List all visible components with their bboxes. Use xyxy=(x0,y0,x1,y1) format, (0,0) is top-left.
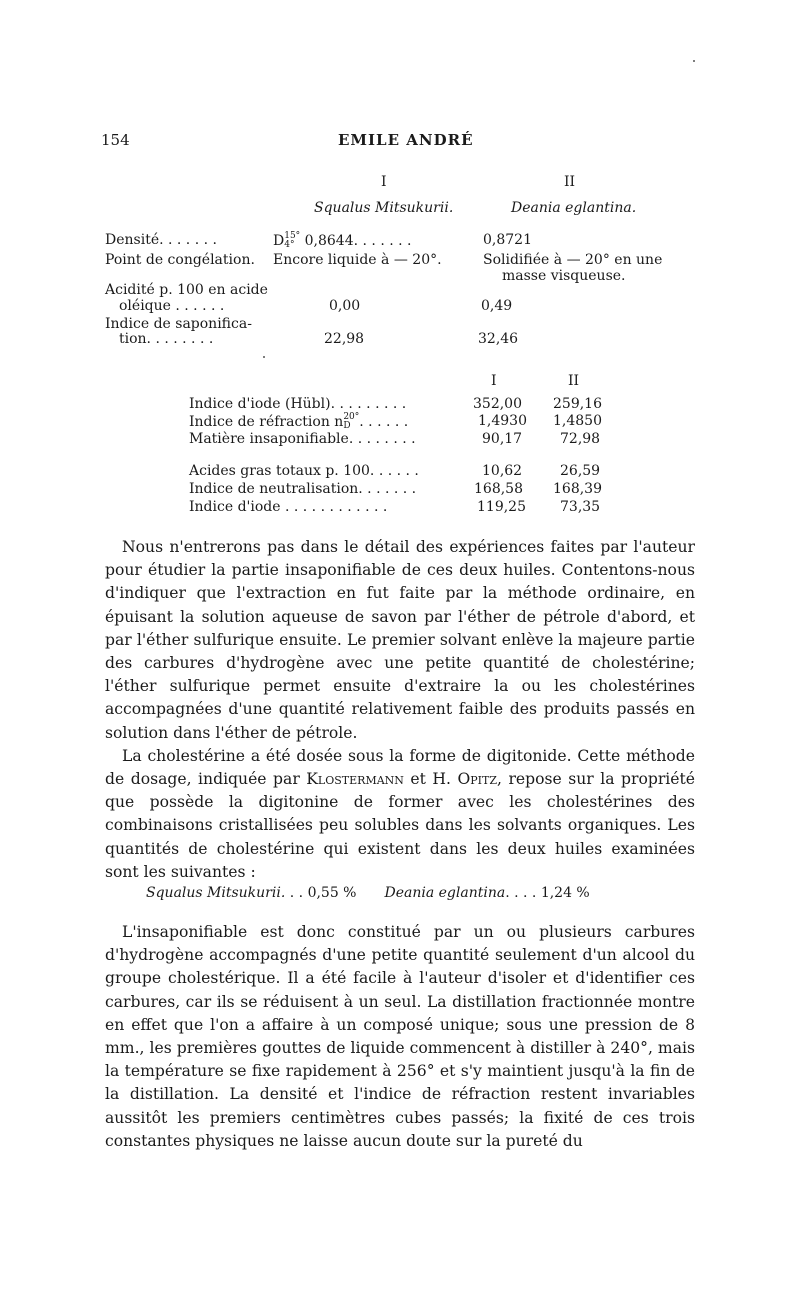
row-value-1: 352,00 xyxy=(473,396,522,412)
row-value-1: 10,62 xyxy=(482,463,523,479)
row-value-2: 73,35 xyxy=(560,499,601,515)
col-header-2: II xyxy=(568,373,580,389)
cholesterol-values: Squalus Mitsukurii. . . 0,55 % Deania eglantina. . . . 1,24 % xyxy=(146,885,590,901)
body-text-block-1 xyxy=(105,536,695,884)
row-value-2: 1,4850 xyxy=(553,413,602,429)
row-label: Point de congélation. xyxy=(105,252,255,268)
row-label: Matière insaponifiable. . . . . . . . xyxy=(189,431,416,447)
row-value-1: 22,98 xyxy=(324,331,365,347)
row-value-2-cont: masse visqueuse. xyxy=(502,268,626,284)
row-label: Densité. . . . . . . xyxy=(105,232,217,248)
col-header-2: II xyxy=(564,174,576,190)
row-label: Acidité p. 100 en acide xyxy=(105,282,268,298)
row-label: Acides gras totaux p. 100. . . . . . xyxy=(189,463,419,479)
row-label-cont: oléique . . . . . . xyxy=(119,298,225,314)
species-1: Squalus Mitsukurii. xyxy=(146,885,286,901)
row-value-2: 32,46 xyxy=(478,331,519,347)
row-value-2: Solidifiée à — 20° en une xyxy=(483,252,663,268)
paragraph: L'insaponifiable est donc constitué par un ou plusieurs carbures d'hydrogène accompagnés d'une petite quantité seulement d'un alcool du groupe cholestérique. Il a été facile à l'auteur d'isoler et d'identifier ces carbures, car ils se réduisent à un seul. La distillation fractionnée montre en effet que l'on a affaire à un composé unique; sous une pression de 8 mm., les premières gouttes de liquide commencent à distiller à 240°, mais la température se fixe rapidement à 256° et s'y maintient jusqu'à la fin de la distillation. La densité et l'indice de réfraction restent invariables aussitôt les premiers centimètres cubes passés; la fixité de ces trois constantes physiques ne laisse aucun doute sur la pureté du xyxy=(105,923,695,1150)
species-2: Deania eglantina xyxy=(384,885,506,901)
row-label-cont: tion. . . . . . . . xyxy=(119,331,214,347)
value-2: 1,24 % xyxy=(540,885,590,901)
page-number: 154 xyxy=(101,131,130,149)
species-2: Deania eglantina. xyxy=(511,200,637,216)
row-label: Indice d'iode . . . . . . . . . . . . xyxy=(189,499,388,515)
col-header-1: I xyxy=(381,174,387,190)
col-header-1: I xyxy=(491,373,497,389)
row-value-1: 90,17 xyxy=(482,431,523,447)
paragraph: La cholestérine a été dosée sous la forme de digitonide. Cette méthode de dosage, indiquée par Klostermann et H. Opitz, repose sur la propriété que possède la digitonine de former avec les cholestérines des combinaisons cristallisées peu solubles dans les solvants organiques. Les quantités de cholestérine qui existent dans les deux huiles examinées sont les suivantes : xyxy=(105,746,695,881)
row-label: Indice de saponifica- xyxy=(105,316,252,332)
row-value-1: 119,25 xyxy=(477,499,526,515)
row-value-2: 26,59 xyxy=(560,463,601,479)
row-value-1: 1,4930 xyxy=(478,413,527,429)
speck xyxy=(693,60,695,62)
row-value-1: 168,58 xyxy=(474,481,523,497)
speck xyxy=(263,356,265,358)
body-text-block-2 xyxy=(105,921,695,1153)
running-title: EMILE ANDRÉ xyxy=(338,131,474,149)
paragraph: Nous n'entrerons pas dans le détail des expériences faites par l'auteur pour étudier la partie insaponifiable de ces deux huiles. Contentons-nous d'indiquer que l'extraction en fut faite par la méthode ordinaire, en épuisant la solution aqueuse de savon par l'éther de pétrole d'abord, et par l'éther sulfurique ensuite. Le premier solvant enlève la majeure partie des carbures d'hydrogène avec une petite quantité de cholestérine; l'éther sulfurique permet ensuite d'extraire la ou les cholestérines accompagnées d'une quantité relativement faible des produits passés en solution dans l'éther de pétrole. xyxy=(105,538,695,742)
row-value-2: 72,98 xyxy=(560,431,601,447)
row-value-2: 0,8721 xyxy=(483,232,532,248)
value-1: 0,55 % xyxy=(307,885,357,901)
row-value-1: D 15° 4° 0,8644. . . . . . . xyxy=(273,231,412,250)
row-value-2: 168,39 xyxy=(553,481,602,497)
row-value-2: 259,16 xyxy=(553,396,602,412)
row-label: Indice de réfraction n 20° D . . . . . . xyxy=(189,412,409,431)
row-label: Indice d'iode (Hübl). . . . . . . . . xyxy=(189,396,407,412)
row-value-2: 0,49 xyxy=(481,298,513,314)
row-label: Indice de neutralisation. . . . . . . xyxy=(189,481,417,497)
row-value-1: Encore liquide à — 20°. xyxy=(273,252,442,268)
species-1: Squalus Mitsukurii. xyxy=(314,200,454,216)
row-value-1: 0,00 xyxy=(329,298,361,314)
